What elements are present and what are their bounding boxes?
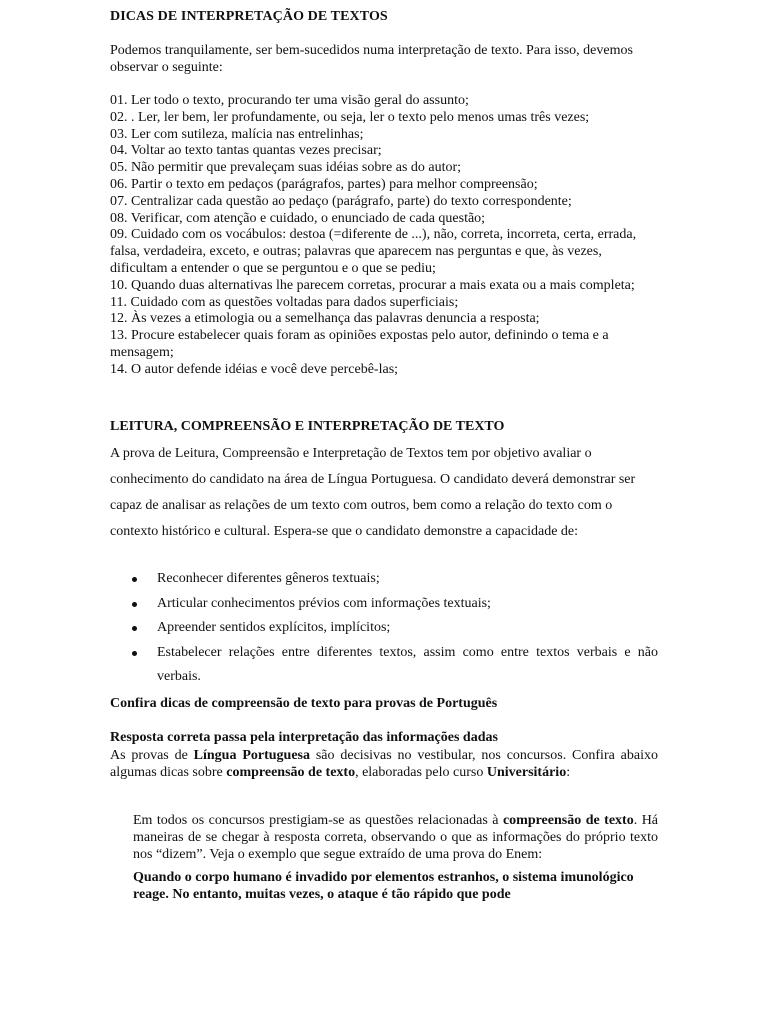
list-item: 01. Ler todo o texto, procurando ter uma visão geral do assunto; — [110, 93, 469, 108]
text-run: . Há maneiras de se chegar à resposta correta, observando o que as informações do próprio texto nos “dizem”. Veja o exemplo que segue extraído de uma prova do Enem: — [133, 813, 659, 862]
text-run: Em todos os concursos prestigiam-se as questões relacionadas à — [133, 813, 503, 828]
list-item: 04. Voltar ao texto tantas quantas vezes precisar; — [110, 143, 382, 159]
heading-confira: Confira dicas de compreensão de texto para provas de Português — [110, 696, 498, 711]
bullet-icon — [132, 602, 137, 607]
list-item: 14. O autor defende idéias e você deve percebê-las; — [110, 361, 399, 377]
skills-bullet-list — [110, 567, 658, 690]
list-item — [110, 616, 658, 641]
bullet-icon — [132, 577, 137, 582]
heading-dicas: DICAS DE INTERPRETAÇÃO DE TEXTOS — [110, 9, 388, 24]
intro-paragraph: Podemos tranquilamente, ser bem-sucedidos numa interpretação de texto. Para isso, devemos observar o seguinte: — [110, 43, 633, 75]
list-item: 11. Cuidado com as questões voltadas para dados superficiais; — [110, 294, 459, 310]
text-run: : — [566, 765, 571, 780]
bullet-icon — [132, 651, 137, 656]
bold-run: compreensão de texto — [502, 813, 634, 828]
list-item: 02. . Ler, ler bem, ler profundamente, ou seja, ler o texto pelo menos umas três vezes; — [110, 109, 590, 125]
heading-resposta: Resposta correta passa pela interpretação das informações dadas — [110, 730, 498, 745]
bullet-text: Estabelecer relações entre diferentes textos, assim como entre textos verbais e não verbais. — [157, 644, 658, 684]
list-item — [110, 567, 658, 592]
bold-run: Língua Portuguesa — [193, 748, 310, 763]
text-run: As provas de — [110, 748, 194, 763]
bold-run: compreensão de texto — [226, 765, 356, 780]
text-run: , elaboradas pelo curso — [355, 765, 487, 780]
bullet-text: Articular conhecimentos prévios com informações textuais; — [157, 595, 491, 611]
list-item — [110, 592, 658, 617]
enem-excerpt: Quando o corpo humano é invadido por elementos estranhos, o sistema imunológico reage. No entanto, muitas vezes, o ataque é tão rápido que pode — [133, 870, 634, 902]
concursos-paragraph — [133, 812, 658, 863]
bold-run: Universitário — [486, 765, 567, 780]
leitura-paragraph: A prova de Leitura, Compreensão e Interpretação de Textos tem por objetivo avaliar o conhecimento do candidato na área de Língua Portuguesa. O candidato deverá demonstrar ser capaz de analisar as relações de um texto com outros, bem como a relação do texto com o contexto histórico e cultural. Espera-se que o candidato demonstre a capacidade de: — [110, 446, 636, 539]
bullet-text: Apreender sentidos explícitos, implícitos; — [157, 620, 391, 635]
tips-list — [110, 93, 658, 379]
heading-leitura: LEITURA, COMPREENSÃO E INTERPRETAÇÃO DE TEXTO — [110, 419, 505, 434]
text-run: são decisivas no vestibular, nos concursos. Confira abaixo algumas dicas sobre — [110, 748, 658, 780]
bullet-text: Reconhecer diferentes gêneros textuais; — [157, 571, 380, 586]
list-item: 12. Às vezes a etimologia ou a semelhança das palavras denuncia a resposta; — [110, 311, 540, 327]
provas-paragraph — [110, 747, 658, 781]
list-item: 03. Ler com sutileza, malícia nas entrelinhas; — [110, 126, 364, 142]
list-item — [110, 641, 658, 690]
bullet-icon — [132, 626, 137, 631]
list-item: 09. Cuidado com os vocábulos: destoa (=diferente de ...), não, correta, incorreta, certa, errada, falsa, verdadeira, exceto, e outras; palavras que aparecem nas perguntas e que, às vezes, dificultam a entender o que se perguntou e o que se pediu; — [110, 227, 637, 276]
list-item: 10. Quando duas alternativas lhe parecem corretas, procurar a mais exata ou a mais completa; — [110, 277, 635, 293]
list-item: 05. Não permitir que prevaleçam suas idéias sobre as do autor; — [110, 160, 462, 176]
list-item: 06. Partir o texto em pedaços (parágrafos, partes) para melhor compreensão; — [110, 176, 538, 192]
list-item: 07. Centralizar cada questão ao pedaço (parágrafo, parte) do texto correspondente; — [110, 193, 572, 209]
list-item: 08. Verificar, com atenção e cuidado, o enunciado de cada questão; — [110, 210, 486, 226]
list-item: 13. Procure estabelecer quais foram as opiniões expostas pelo autor, definindo o tema e a mensagem; — [110, 328, 609, 360]
